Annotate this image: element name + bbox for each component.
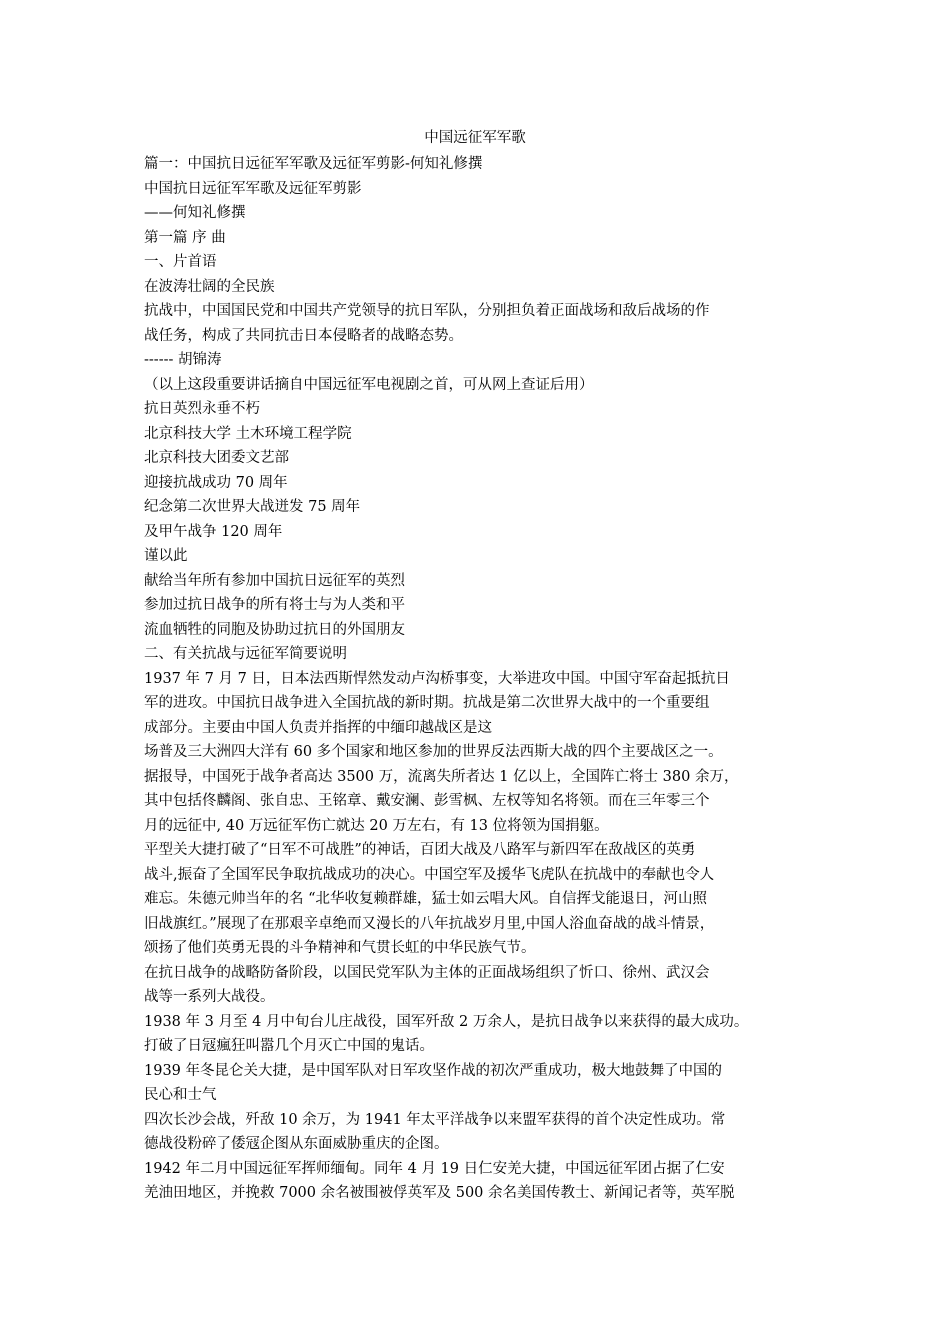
text-line: 颂扬了他们英勇无畏的斗争精神和气贯长虹的中华民族气节。 — [144, 940, 536, 956]
document-body — [144, 152, 834, 1206]
text-line: 场普及三大洲四大洋有 60 多个国家和地区参加的世界反法西斯大战的四个主要战区之一。 — [144, 744, 723, 760]
text-line: 中国抗日远征军军歌及远征军剪影 — [144, 180, 362, 197]
text-line: 参加过抗日战争的所有将士与为人类和平 — [144, 597, 405, 613]
text-line: 其中包括佟麟阁、张自忠、王铭章、戴安澜、彭雪枫、左权等知名将领。而在三年零三个 — [144, 793, 710, 809]
text-line: 第一篇 序 曲 — [144, 229, 226, 246]
text-line: 战任务，构成了共同抗击日本侵略者的战略态势。 — [144, 327, 463, 344]
text-line: 军的进攻。中国抗日战争进入全国抗战的新时期。抗战是第二次世界大战中的一个重要组 — [144, 695, 710, 711]
text-line: 平型关大捷打破了“日军不可战胜”的神话，百团大战及八路军与新四军在敌战区的英勇 — [144, 842, 696, 858]
text-line: （以上这段重要讲话摘自中国远征军电视剧之首，可从网上查证后用） — [144, 376, 594, 393]
text-line: 月的远征中, 40 万远征军伤亡就达 20 万左右，有 13 位将领为国捐躯。 — [144, 817, 609, 834]
text-line: 成部分。主要由中国人负责并指挥的中缅印越战区是这 — [144, 719, 492, 736]
text-line: ------ 胡锦涛 — [144, 352, 222, 368]
text-line: 1938 年 3 月至 4 月中旬台儿庄战役，国军歼敌 2 万余人，是抗日战争以来获得的最大成功。 — [144, 1013, 749, 1030]
text-line: 献给当年所有参加中国抗日远征军的英烈 — [144, 572, 405, 589]
text-line: 1937 年 7 月 7 日，日本法西斯悍然发动卢沟桥事变，大举进攻中国。中国守军奋起抵抗日 — [144, 670, 730, 687]
text-line: 在抗日战争的战略防备阶段，以国民党军队为主体的正面战场组织了忻口、徐州、武汉会 — [144, 964, 710, 981]
text-line: 民心和士气 — [144, 1087, 217, 1103]
text-line: 谨以此 — [144, 548, 188, 564]
text-line: 战斗,振奋了全国军民争取抗战成功的决心。中国空军及援华飞虎队在抗战中的奉献也令人 — [144, 866, 715, 883]
text-line: 难忘。朱德元帅当年的名 “北华收复赖群雄，猛士如云唱大风。自信挥戈能退日，河山照 — [144, 891, 708, 907]
text-line: 抗战中，中国国民党和中国共产党领导的抗日军队，分别担负着正面战场和敌后战场的作 — [144, 303, 710, 319]
text-line: 迎接抗战成功 70 周年 — [144, 474, 288, 491]
text-line: 羌油田地区，并挽救 7000 余名被围被俘英军及 500 余名美国传教士、新闻记者等，英军脱 — [144, 1185, 735, 1201]
text-line: 二、有关抗战与远征军简要说明 — [144, 646, 347, 662]
text-line: 抗日英烈永垂不朽 — [144, 401, 260, 417]
text-line: 北京科技大学 土木环境工程学院 — [144, 425, 352, 442]
text-line: 在波涛壮阔的全民族 — [144, 278, 275, 295]
text-line: 四次长沙会战，歼敌 10 余万，为 1941 年太平洋战争以来盟军获得的首个决定性成功。常 — [144, 1111, 726, 1128]
text-line: 战等一系列大战役。 — [144, 989, 275, 1005]
text-line: 北京科技大团委文艺部 — [144, 450, 289, 466]
text-line: 旧战旗红。”展现了在那艰辛卓绝而又漫长的八年抗战岁月里,中国人浴血奋战的战斗情景， — [144, 915, 715, 932]
text-line: 纪念第二次世界大战迸发 75 周年 — [144, 499, 361, 515]
document-title: 中国远征军军歌 — [424, 130, 526, 146]
text-line: 篇一：中国抗日远征军军歌及远征军剪影-何知礼修撰 — [144, 156, 483, 172]
text-line: 德战役粉碎了倭冦企图从东面威胁重庆的企图。 — [144, 1136, 449, 1152]
text-line: 一、片首语 — [144, 254, 217, 270]
text-line: 1942 年二月中国远征军挥师缅甸。同年 4 月 19 日仁安羌大捷，中国远征军团占据了仁安 — [144, 1160, 725, 1177]
text-line: 打破了日冦瘋狂叫嚣几个月灭亡中国的鬼话。 — [144, 1038, 434, 1054]
text-line: 及甲午战争 120 周年 — [144, 523, 283, 540]
text-line: 流血牺牲的同胞及协助过抗日的外国朋友 — [144, 621, 405, 638]
text-line: 据报导，中国死于战争者高达 3500 万，流离失所者达 1 亿以上，全国阵亡将士 380 余万， — [144, 768, 739, 785]
text-line: ——何知礼修撰 — [144, 205, 246, 221]
text-line: 1939 年冬昆仑关大捷，是中国军队对日军攻坚作战的初次严重成功，极大地鼓舞了中国的 — [144, 1062, 723, 1079]
